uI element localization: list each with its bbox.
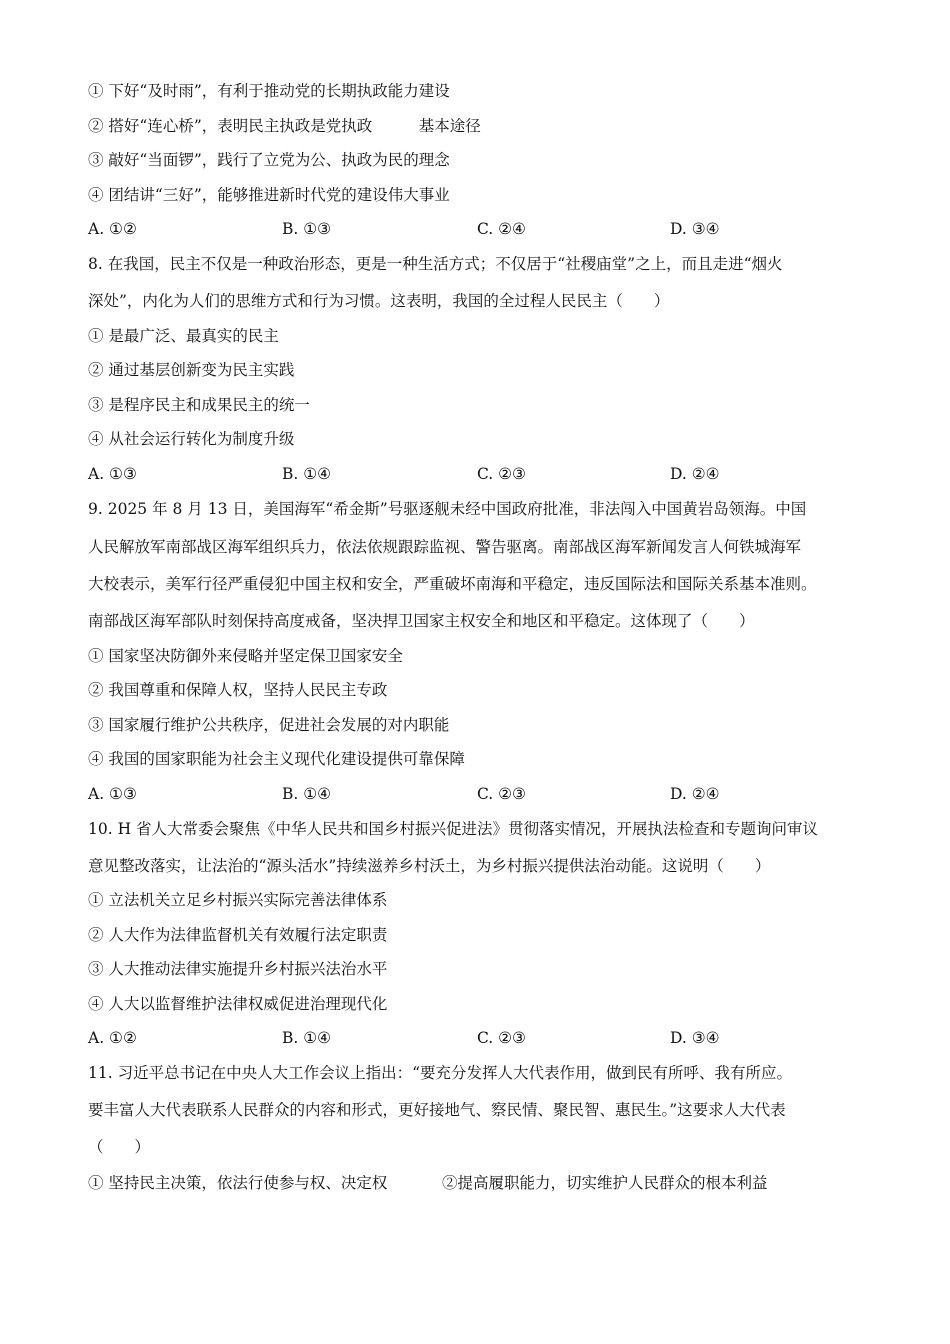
q8-option-b: B. ①④ xyxy=(282,465,332,483)
q9-option-c: C. ②③ xyxy=(477,785,526,803)
q9-stem-line-4: 南部战区海军部队时刻保持高度戒备，坚决捍卫国家主权安全和地区和平稳定。这体现了（ ） xyxy=(88,612,755,630)
q7-option-b: B. ①③ xyxy=(282,220,332,238)
q7-option-d: D. ③④ xyxy=(670,220,720,238)
q10-option-d: D. ③④ xyxy=(670,1029,720,1047)
q9-options xyxy=(88,783,910,805)
q8-option-c: C. ②③ xyxy=(477,465,526,483)
q8-item-3: ③ 是程序民主和成果民主的统一 xyxy=(88,396,310,414)
q10-option-a: A. ①② xyxy=(88,1029,137,1047)
q10-option-b: B. ①④ xyxy=(282,1029,332,1047)
q9-stem-line-3: 大校表示，美军行径严重侵犯中国主权和安全，严重破坏南海和平稳定，违反国际法和国际关系基本准则。 xyxy=(88,575,817,593)
q8-option-d: D. ②④ xyxy=(670,465,720,483)
q9-item-4: ④ 我国的国家职能为社会主义现代化建设提供可靠保障 xyxy=(88,750,465,768)
q8-stem-line-1: 8. 在我国，民主不仅是一种政治形态，更是一种生活方式；不仅居于“社稷庙堂”之上，而且走进“烟火 xyxy=(88,255,783,273)
q10-item-4: ④ 人大以监督维护法律权威促进治理现代化 xyxy=(88,995,388,1013)
q7-options xyxy=(88,218,910,240)
q9-option-a: A. ①③ xyxy=(88,785,137,803)
q9-item-3: ③ 国家履行维护公共秩序，促进社会发展的对内职能 xyxy=(88,716,450,734)
q11-stem-line-1: 11. 习近平总书记在中央人大工作会议上指出：“要充分发挥人大代表作用，做到民有所呼、我有所应。 xyxy=(88,1064,793,1082)
q9-stem-line-2: 人民解放军南部战区海军组织兵力，依法依规跟踪监视、警告驱离。南部战区海军新闻发言人何铁城海军 xyxy=(88,538,802,556)
q8-item-2: ② 通过基层创新变为民主实践 xyxy=(88,361,295,379)
q10-options xyxy=(88,1027,910,1049)
q11-stem-line-3: （ ） xyxy=(88,1138,151,1156)
q7-item-1: ① 下好“及时雨”，有利于推动党的长期执政能力建设 xyxy=(88,82,450,100)
q9-option-d: D. ②④ xyxy=(670,785,720,803)
q11-item-1: ① 坚持民主决策，依法行使参与权、决定权 xyxy=(88,1174,388,1192)
q8-options xyxy=(88,463,910,485)
q7-item-3: ③ 敲好“当面锣”，践行了立党为公、执政为民的理念 xyxy=(88,151,450,169)
q9-stem-line-1: 9. 2025 年 8 月 13 日，美国海军“希金斯”号驱逐舰未经中国政府批准，非法闯入中国黄岩岛领海。中国 xyxy=(88,500,807,518)
q8-item-4: ④ 从社会运行转化为制度升级 xyxy=(88,430,295,448)
q7-item-2: ② 搭好“连心桥”，表明民主执政是党执政 基本途径 xyxy=(88,117,481,135)
q11-item-2: ②提高履职能力，切实维护人民群众的根本利益 xyxy=(442,1174,768,1192)
q8-option-a: A. ①③ xyxy=(88,465,137,483)
q10-item-1: ① 立法机关立足乡村振兴实际完善法律体系 xyxy=(88,891,388,909)
q10-option-c: C. ②③ xyxy=(477,1029,526,1047)
q9-item-1: ① 国家坚决防御外来侵略并坚定保卫国家安全 xyxy=(88,647,403,665)
q9-item-2: ② 我国尊重和保障人权，坚持人民民主专政 xyxy=(88,681,388,699)
q11-items-row xyxy=(88,1172,910,1194)
q11-stem-line-2: 要丰富人大代表联系人民群众的内容和形式，更好接地气、察民情、聚民智、惠民生。”这要求人大代表 xyxy=(88,1101,786,1119)
q10-stem-line-2: 意见整改落实，让法治的“源头活水”持续滋养乡村沃土，为乡村振兴提供法治动能。这说明（ ） xyxy=(88,857,771,875)
q10-item-2: ② 人大作为法律监督机关有效履行法定职责 xyxy=(88,926,388,944)
q10-item-3: ③ 人大推动法律实施提升乡村振兴法治水平 xyxy=(88,960,388,978)
q9-option-b: B. ①④ xyxy=(282,785,332,803)
q7-option-a: A. ①② xyxy=(88,220,137,238)
q7-option-c: C. ②④ xyxy=(477,220,526,238)
q10-stem-line-1: 10. H 省人大常委会聚焦《中华人民共和国乡村振兴促进法》贯彻落实情况，开展执法检查和专题询问审议 xyxy=(88,820,819,838)
q8-stem-line-2: 深处”，内化为人们的思维方式和行为习惯。这表明，我国的全过程人民民主（ ） xyxy=(88,292,670,310)
q7-item-4: ④ 团结讲“三好”，能够推进新时代党的建设伟大事业 xyxy=(88,186,450,204)
q8-item-1: ① 是最广泛、最真实的民主 xyxy=(88,327,279,345)
